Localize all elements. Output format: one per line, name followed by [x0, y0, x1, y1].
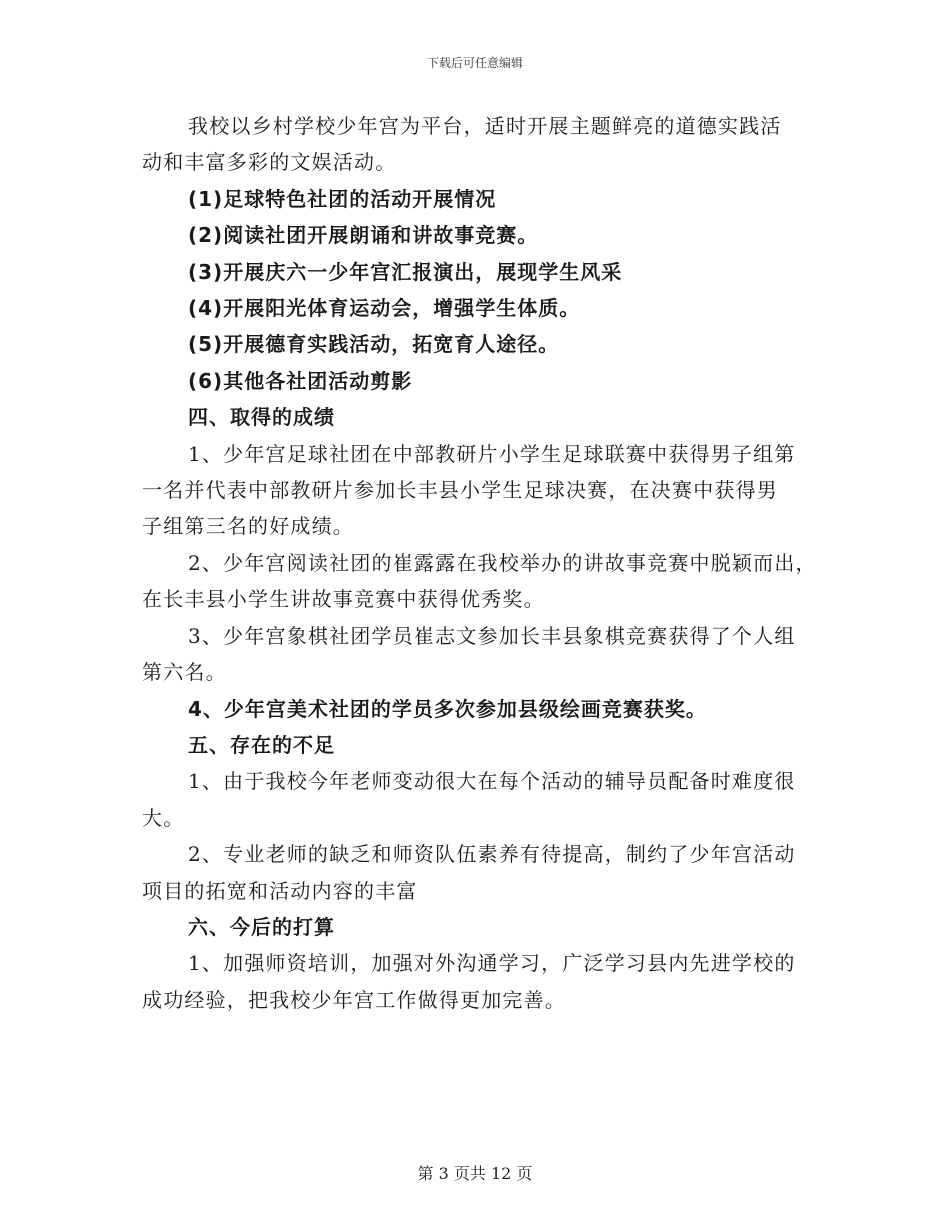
text-line: 六、今后的打算: [188, 914, 335, 939]
text-line: 第六名。: [142, 660, 227, 685]
page-header: 下载后可任意编辑: [426, 56, 523, 70]
paragraph: [142, 436, 808, 545]
paragraph: [142, 618, 808, 691]
section-heading: [142, 909, 808, 945]
text-line: (2)阅读社团开展朗诵和讲故事竞赛。: [188, 223, 539, 248]
text-line: 子组第三名的好成绩。: [142, 514, 354, 539]
text-line: 1、少年宫足球社团在中部教研片小学生足球联赛中获得男子组第: [188, 441, 796, 466]
text-line: 4、少年宫美术社团的学员多次参加县级绘画竞赛获奖。: [188, 696, 707, 721]
text-line: 2、专业老师的缺乏和师资队伍素养有待提高，制约了少年宫活动: [188, 842, 796, 867]
text-line: (5)开展德育实践活动，拓宽育人途径。: [188, 332, 560, 357]
text-line: 四、取得的成绩: [188, 405, 335, 430]
text-line: 成功经验，把我校少年宫工作做得更加完善。: [142, 987, 566, 1012]
document-body: [142, 108, 817, 1018]
text-line: 动和丰富多彩的文娱活动。: [142, 150, 397, 175]
text-line: 1、加强师资培训，加强对外沟通学习，广泛学习县内先进学校的: [188, 951, 796, 976]
bold-item: [142, 181, 808, 217]
bold-item: [142, 217, 808, 253]
paragraph: [142, 763, 808, 836]
section-heading: [142, 727, 808, 763]
text-line: 大。: [142, 805, 185, 830]
paragraph: [142, 945, 808, 1018]
text-line: (3)开展庆六一少年宫汇报演出，展现学生风采: [188, 259, 623, 284]
text-line: 在长丰县小学生讲故事竞赛中获得优秀奖。: [142, 587, 545, 612]
text-line: 1、由于我校今年老师变动很大在每个活动的辅导员配备时难度很: [188, 769, 796, 794]
text-line: 一名并代表中部教研片参加长丰县小学生足球决赛，在决赛中获得男: [142, 478, 778, 503]
bold-item: [142, 326, 808, 362]
text-line: 3、少年宫象棋社团学员崔志文参加长丰县象棋竞赛获得了个人组: [188, 623, 796, 648]
text-line: 2、少年宫阅读社团的崔露露在我校举办的讲故事竞赛中脱颖而出，: [188, 550, 817, 575]
page-footer: 第 3 页共 12 页: [417, 1164, 533, 1183]
text-line: 项目的拓宽和活动内容的丰富: [142, 878, 418, 903]
paragraph: [142, 545, 817, 618]
bold-item: [142, 691, 808, 727]
text-line: (6)其他各社团活动剪影: [188, 368, 413, 393]
paragraph: [142, 108, 808, 181]
section-heading: [142, 399, 808, 435]
bold-item: [142, 290, 808, 326]
paragraph: [142, 836, 808, 909]
text-line: 五、存在的不足: [188, 732, 335, 757]
bold-item: [142, 363, 808, 399]
bold-item: [142, 254, 808, 290]
text-line: (1)足球特色社团的活动开展情况: [188, 186, 497, 211]
text-line: 我校以乡村学校少年宫为平台，适时开展主题鲜亮的道德实践活: [188, 114, 782, 138]
text-line: (4)开展阳光体育运动会，增强学生体质。: [188, 296, 581, 321]
